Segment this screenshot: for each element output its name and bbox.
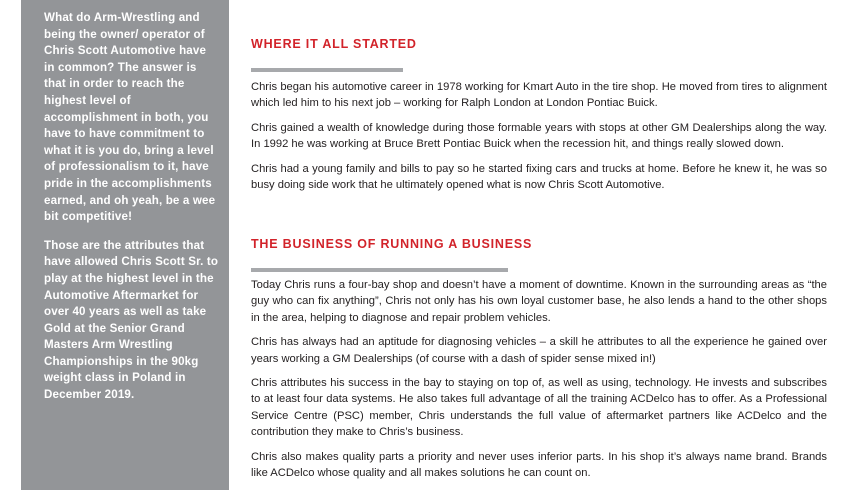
body-paragraph: Chris attributes his success in the bay to staying on top of, as well as using, technology. He invests and subscribes to at least four data systems. He also takes full advantage of all the training ACDelco has to offer. As a Professional Service Centre (PSC) member, Chris understands the full value of aftermarket partners like ACDelco and the contribution they make to Chris’s business. [251,377,827,439]
section-body [251,277,827,489]
body-paragraph: Chris had a young family and bills to pay so he started fixing cars and trucks at home. Before he knew it, he was so busy doing side work that he ultimately opened what is now Chris Scott Automotive. [251,162,827,192]
sidebar-callout [21,0,229,490]
sidebar-paragraph: What do Arm-Wrestling and being the owner/ operator of Chris Scott Automotive have in common? The answer is that in order to reach the highest level of accomplishment in both, you have to have commitment to what it is you do, bring a level of professionalism to it, have pride in the accomplishments earned, and oh yeah, be a wee bit competitive! [44,11,216,224]
body-paragraph: Chris has always had an aptitude for diagnosing vehicles – a skill he attributes to all the experience he gained over years working a GM Dealerships (of course with a dash of spider sense mixed in!) [251,336,827,365]
section-divider [251,268,508,272]
body-paragraph: Chris began his automotive career in 1978 working for Kmart Auto in the tire shop. He moved from tires to alignment which led him to his next job – working for Ralph London at London Pontiac Buick. [251,81,827,110]
body-paragraph: Chris also makes quality parts a priority and never uses inferior parts. In his shop it’s always name brand. Brands like ACDelco whose quality and all makes solutions he can count on. [251,450,827,480]
section-heading-where-it-all-started: WHERE IT ALL STARTED [251,37,417,51]
section-body [251,79,827,201]
sidebar-paragraph: Those are the attributes that have allowed Chris Scott Sr. to play at the highest level in the Automotive Aftermarket for over 40 years as well as take Gold at the Senior Grand Masters Arm Wrestling Championships in the 90kg weight class in Poland in December 2019. [44,238,219,402]
body-paragraph: Today Chris runs a four-bay shop and doesn’t have a moment of downtime. Known in the surrounding areas as “the guy who can fix anything”, Chris not only has his own loyal customer base, he also lends a hand to the other shops in the area, helping to diagnose and repair problem vehicles. [251,279,827,324]
section-divider [251,68,403,72]
body-paragraph: Chris gained a wealth of knowledge during those formable years with stops at other GM Dealerships along the way. In 1992 he was working at Bruce Brett Pontiac Buick when the recession hit, and things really slowed down. [251,121,827,151]
section-heading-business-of-running-a-business: THE BUSINESS OF RUNNING A BUSINESS [251,237,533,251]
